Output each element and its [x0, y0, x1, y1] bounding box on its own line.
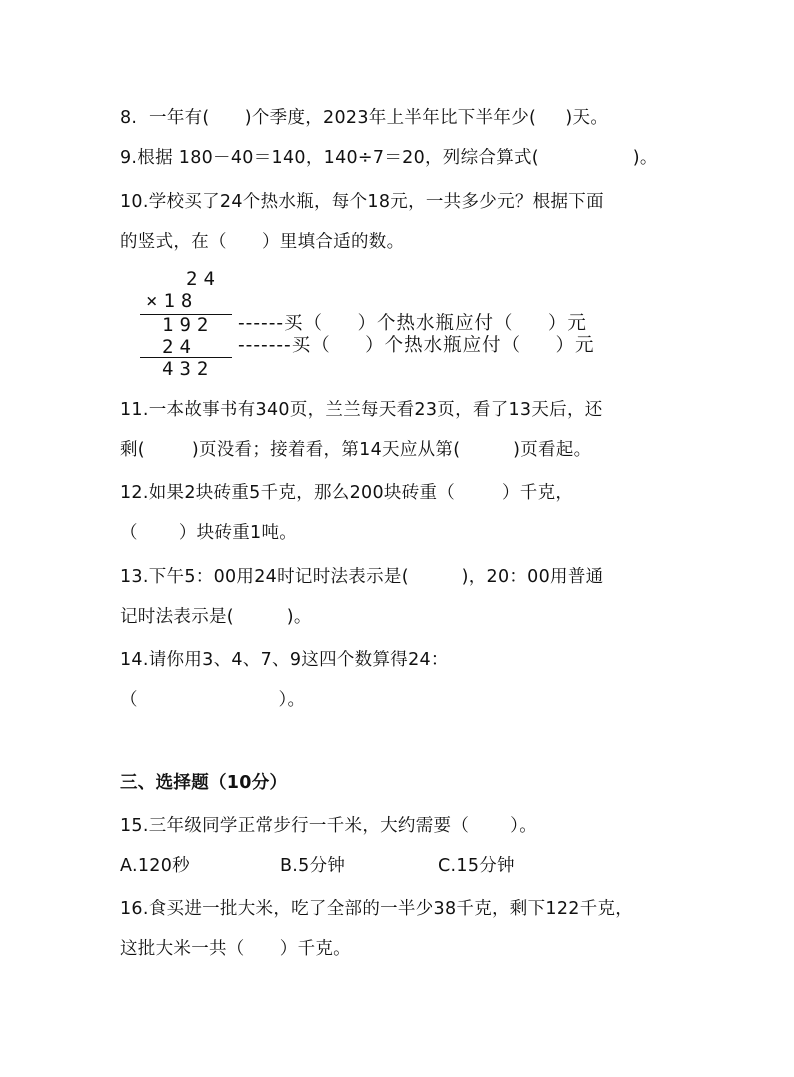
- option-c: C.15分钟: [438, 856, 515, 876]
- question-11-line-1: 11.一本故事书有340页，兰兰每天看23页，看了13天后，还: [120, 400, 603, 420]
- partial-product-2-note: -------买（ ）个热水瓶应付（ ）元: [238, 335, 595, 356]
- question-14-line-1: 14.请你用3、4、7、9这四个数算得24：: [120, 650, 449, 670]
- question-13-line-1: 13.下午5：00用24时记时法表示是( )，20：00用普通: [120, 567, 604, 587]
- question-15: 15.三年级同学正常步行一千米，大约需要（ ）。: [120, 816, 538, 836]
- option-a: A.120秒: [120, 856, 190, 876]
- question-12-line-2: （ ）块砖重1吨。: [120, 523, 298, 543]
- question-11-line-2: 剩( )页没看；接着看，第14天应从第( )页看起。: [120, 440, 592, 460]
- question-10-line-1: 10.学校买了24个热水瓶，每个18元，一共多少元？根据下面: [120, 192, 604, 212]
- multiplier: ×18: [146, 290, 199, 312]
- question-10-line-2: 的竖式，在（ ）里填合适的数。: [120, 232, 405, 252]
- partial-product-1: 192: [162, 314, 215, 336]
- question-16-line-1: 16.食买进一批大米，吃了全部的一半少38千克，剩下122千克，: [120, 899, 634, 919]
- question-14-line-2: （ ）。: [120, 690, 306, 710]
- question-12-line-1: 12.如果2块砖重5千克，那么200块砖重（ ）千克，: [120, 483, 574, 503]
- question-16-line-2: 这批大米一共（ ）千克。: [120, 939, 351, 959]
- question-8: 8. 一年有( )个季度，2023年上半年比下半年少( )天。: [120, 108, 609, 128]
- multiplicand: 24: [186, 268, 221, 290]
- option-b: B.5分钟: [280, 856, 346, 876]
- question-13-line-2: 记时法表示是( )。: [120, 607, 312, 627]
- product: 432: [162, 358, 215, 380]
- partial-product-1-note: ------买（ ）个热水瓶应付（ ）元: [238, 313, 587, 334]
- section-3-title: 三、选择题（10分）: [120, 773, 288, 793]
- partial-product-2: 24: [162, 336, 197, 358]
- question-9: 9.根据 180－40＝140，140÷7＝20，列综合算式( )。: [120, 148, 658, 168]
